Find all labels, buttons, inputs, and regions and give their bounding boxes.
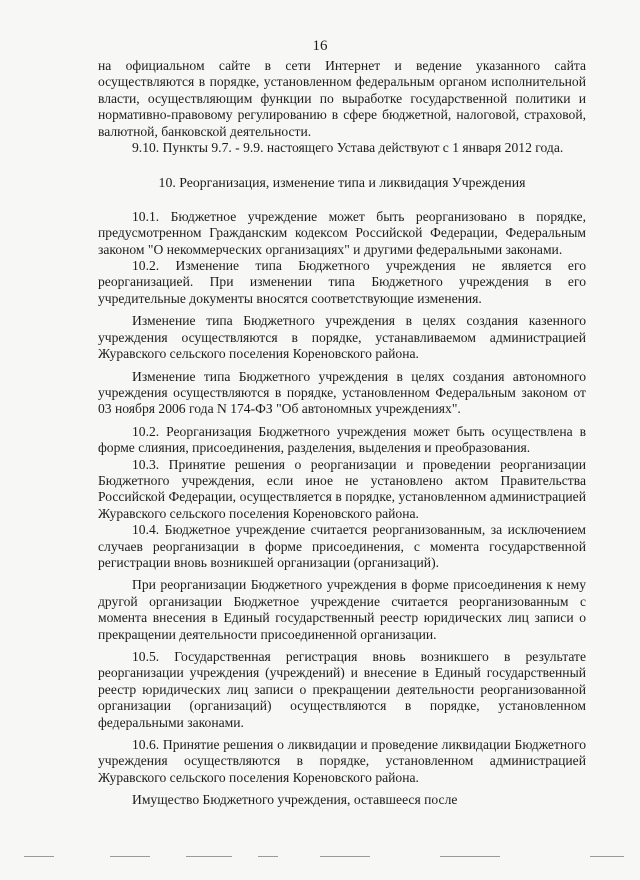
paragraph-10-2: 10.2. Изменение типа Бюджетного учреждения не является его реорганизацией. При изменении типа Бюджетного учреждения в его учредительные документы вносятся соответствующие изменения. [98,258,586,306]
scan-line [24,856,54,857]
scan-line [258,856,278,857]
paragraph-type-change-avtonomnoe: Изменение типа Бюджетного учреждения в целях создания автономного учреждения осуществляются в порядке, установленном Федеральным законом от 03 ноября 2006 года N 174-ФЗ "Об автономных учреждениях". [98,368,586,417]
document-body [98,58,586,809]
paragraph-accession: При реорганизации Бюджетного учреждения в форме присоединения к нему другой организации Бюджетное учреждение считается реорганизованным с момента внесения в Единый государственный реестр юридических лиц записи о прекращении деятельности присоединенной организации. [98,577,586,642]
page-number: 16 [312,38,328,54]
paragraph-type-change-kazennoe: Изменение типа Бюджетного учреждения в целях создания казенного учреждения осуществляются в порядке, устанавливаемом администрацией Журавского сельского поселения Кореновского района. [98,313,586,362]
scan-line [110,856,150,857]
paragraph-10-1: 10.1. Бюджетное учреждение может быть реорганизовано в порядке, предусмотренном Гражданским кодексом Российской Федерации, Федеральным законом "О некоммерческих организациях" и другими федеральными законами. [98,208,586,257]
paragraph-property: Имущество Бюджетного учреждения, оставшееся после [132,792,458,808]
paragraph-10-5: 10.5. Государственная регистрация вновь возникшего в результате реорганизации учреждения (учреждений) и внесение в Единый государственный реестр юридических лиц записи о прекращении деятельности реорганизованной организации (организаций) осуществляются в порядке, установленном федеральными законами. [98,649,586,730]
scan-line [440,856,500,857]
paragraph-10-3: 10.3. Принятие решения о реорганизации и проведении реорганизации Бюджетного учреждения, если иное не установлено актом Правительства Российской Федерации, осуществляется в порядке, установленном администрацией Журавского сельского поселения Кореновского района. [98,456,586,521]
paragraph-10-4: 10.4. Бюджетное учреждение считается реорганизованным, за исключением случаев реорганизации в форме присоединения, с момента государственной регистрации вновь возникшей организации (организаций). [98,522,586,570]
paragraph-10-6: 10.6. Принятие решения о ликвидации и проведение ликвидации Бюджетного учреждения осуществляются в порядке, установленном администрацией Журавского сельского поселения Кореновского района. [98,737,586,785]
scan-line [186,856,232,857]
paragraph-continued: на официальном сайте в сети Интернет и ведение указанного сайта осуществляются в порядке, установленном федеральным органом исполнительной власти, осуществляющим функции по выработке государственной политики и нормативно-правовому регулированию в сфере бюджетной, налоговой, страховой, валютной, банковской деятельности. [98,58,586,139]
paragraph-9-10: 9.10. Пункты 9.7. - 9.9. настоящего Устава действуют с 1 января 2012 года. [132,140,564,156]
paragraph-10-2-reorganization: 10.2. Реорганизация Бюджетного учреждения может быть осуществлена в форме слияния, присоединения, разделения, выделения и преобразования. [98,423,586,456]
section-heading: 10. Реорганизация, изменение типа и ликвидация Учреждения [158,175,526,191]
scan-line [590,856,624,857]
scan-line [320,856,370,857]
scan-footer-lines [0,856,640,860]
